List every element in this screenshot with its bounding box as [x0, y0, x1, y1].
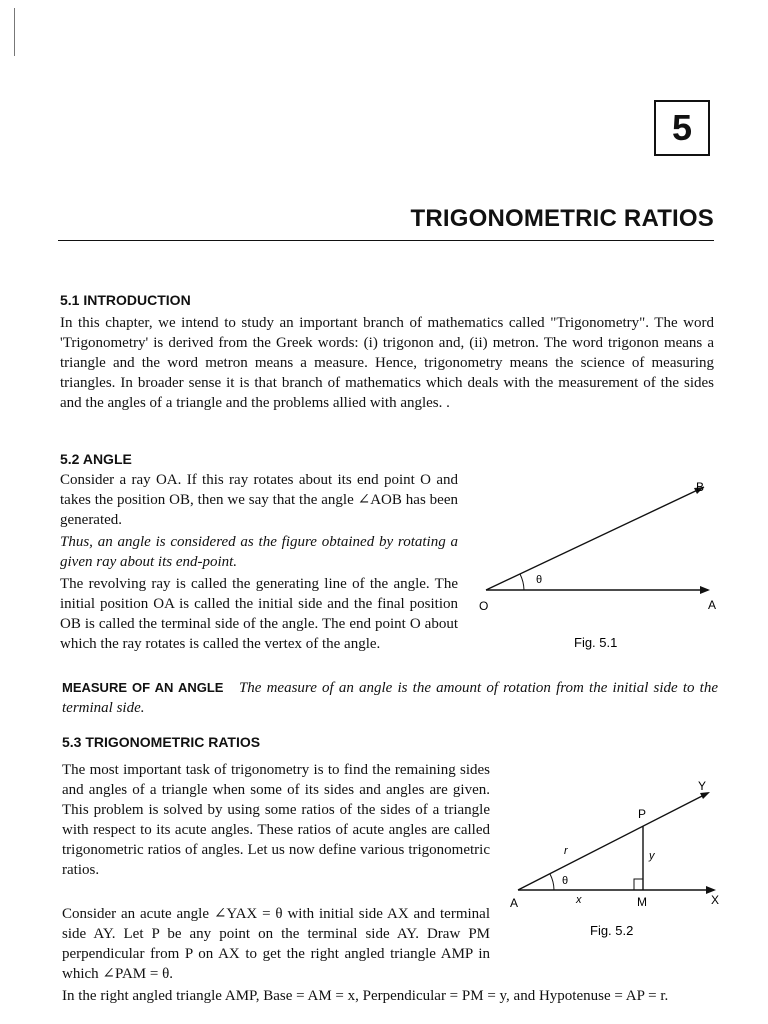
point-x-label: X: [711, 893, 720, 907]
fig-5-1-caption: Fig. 5.1: [574, 635, 618, 650]
side-y-label: y: [649, 850, 655, 862]
ray-ob: [486, 487, 704, 590]
point-b-label: B: [696, 480, 705, 494]
angle-paragraph-3: The revolving ray is called the generating line of the angle. The initial position OA is called the initial side and the final position OB is called the terminal side of the angle. The end point O about which the ray rotates is called the vertex of the angle.: [60, 576, 458, 652]
ratios-paragraph-2: Consider an acute angle ∠YAX = θ with initial side AX and terminal side AY. Let P be any point on the terminal side AY. Draw PM perpendicular from P on AX to get the right angled triangle AMP in which ∠PAM = θ.: [62, 906, 490, 982]
margin-mark: [14, 8, 15, 56]
point-a-label: A: [708, 598, 717, 612]
section-heading-trigonometric-ratios: 5.3 TRIGONOMETRIC RATIOS: [62, 734, 261, 750]
point-a-label: A: [510, 896, 519, 910]
right-angle-marker: [634, 879, 643, 890]
point-p-label: P: [638, 807, 647, 821]
angle-paragraph-2: Thus, an angle is considered as the figure obtained by rotating a given ray about its end-point.: [60, 534, 458, 570]
theta-label: θ: [536, 574, 543, 586]
side-x-label: x: [576, 894, 582, 906]
angle-arc: [550, 874, 554, 890]
measure-of-angle: [62, 678, 718, 718]
ray-ay: [518, 793, 708, 890]
title-rule: [58, 240, 714, 241]
chapter-number: 5: [654, 100, 710, 156]
ratios-paragraph-3: In the right angled triangle AMP, Base = AM = x, Perpendicular = PM = y, and Hypotenuse = AP = r.: [62, 988, 669, 1004]
side-r-label: r: [564, 845, 568, 857]
point-m-label: M: [637, 895, 647, 909]
figure-5-1: [470, 470, 730, 660]
chapter-title: TRIGONOMETRIC RATIOS: [410, 205, 714, 232]
angle-arc: [520, 574, 524, 590]
arrow-y: [700, 792, 710, 799]
section-heading-angle: 5.2 ANGLE: [60, 451, 132, 467]
introduction-paragraph: In this chapter, we intend to study an important branch of mathematics called "Trigonometry". The word 'Trigonometry' is derived from the Greek words: (i) trigonon and, (ii) metron. The word trigonon means a triangle and the word metron means a measure. Hence, trigonometry means the science of measuring triangles. In broader sense it is that branch of mathematics which deals with the measurement of the sides and the angles of a triangle and the problems allied with angles. .: [60, 315, 714, 411]
point-o-label: O: [479, 599, 489, 613]
point-y-label: Y: [698, 779, 707, 793]
arrow-a: [700, 586, 710, 594]
fig-5-2-caption: Fig. 5.2: [590, 923, 634, 938]
figure-5-2: [500, 770, 740, 950]
measure-label: MEASURE OF AN ANGLE: [62, 680, 224, 695]
measure-text: The measure of an angle is the amount of rotation from the initial side to the terminal side.: [62, 680, 718, 716]
theta-label: θ: [562, 875, 569, 887]
ratios-paragraph-1: The most important task of trigonometry is to find the remaining sides and angles of a triangle when some of its sides and angles are given. This problem is solved by using some ratios of the sides of a triangle with respect to its acute angles. These ratios of acute angles are called trigonometric ratios of angles. Let us now define various trigonometric ratios.: [62, 762, 490, 878]
section-heading-introduction: 5.1 INTRODUCTION: [60, 292, 191, 308]
angle-paragraph-1: Consider a ray OA. If this ray rotates about its end point O and takes the position OB, then we say that the angle ∠AOB has been generated.: [60, 472, 458, 528]
